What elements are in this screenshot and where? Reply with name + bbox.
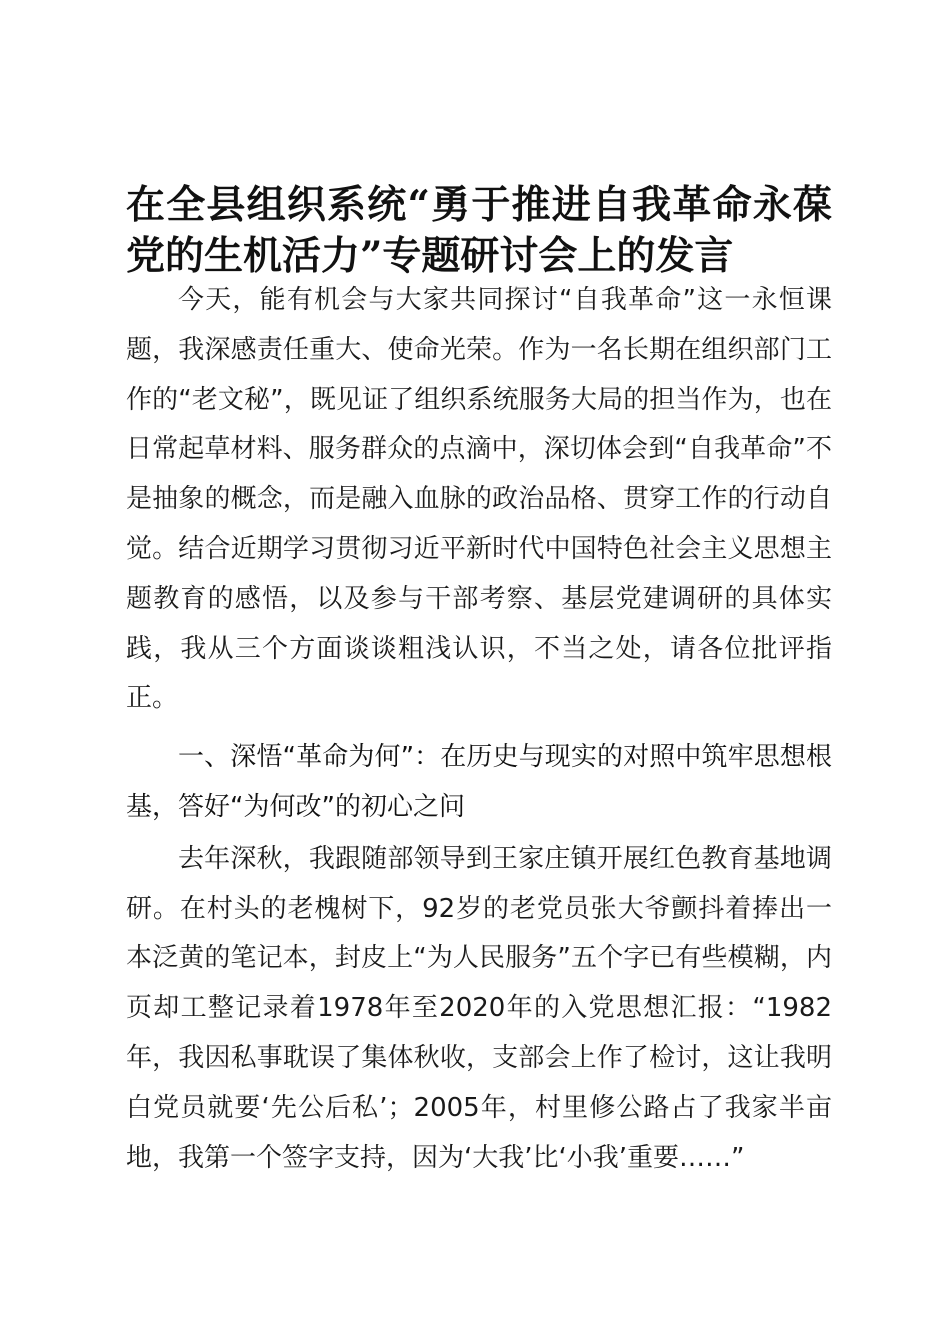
section-heading-1: 一、深悟“革命为何”：在历史与现实的对照中筑牢思想根基，答好“为何改”的初心之问 bbox=[126, 742, 832, 822]
document-title: 在全县组织系统“勇于推进自我革命永葆党的生机活力”专题研讨会上的发言 bbox=[126, 182, 832, 279]
section-paragraph-1: 去年深秋，我跟随部领导到王家庄镇开展红色教育基地调研。在村头的老槐树下，92岁的老党员张大爷颤抖着捧出一本泛黄的笔记本，封皮上“为人民服务”五个字已有些模糊，内页却工整记录着1978年至2020年的入党思想汇报：“1982年，我因私事耽误了集体秋收，支部会上作了检讨，这让我明白党员就要‘先公后私’；2005年，村里修公路占了我家半亩地，我第一个签字支持，因为‘大我’比‘小我’重要……” bbox=[126, 843, 832, 1173]
document-content bbox=[126, 180, 832, 1183]
intro-paragraph: 今天，能有机会与大家共同探讨“自我革命”这一永恒课题，我深感责任重大、使命光荣。作为一名长期在组织部门工作的“老文秘”，既见证了组织系统服务大局的担当作为，也在日常起草材料、服务群众的点滴中，深切体会到“自我革命”不是抽象的概念，而是融入血脉的政治品格、贯穿工作的行动自觉。结合近期学习贯彻习近平新时代中国特色社会主义思想主题教育的感悟，以及参与干部考察、基层党建调研的具体实践，我从三个方面谈谈粗浅认识，不当之处，请各位批评指正。 bbox=[126, 285, 832, 714]
